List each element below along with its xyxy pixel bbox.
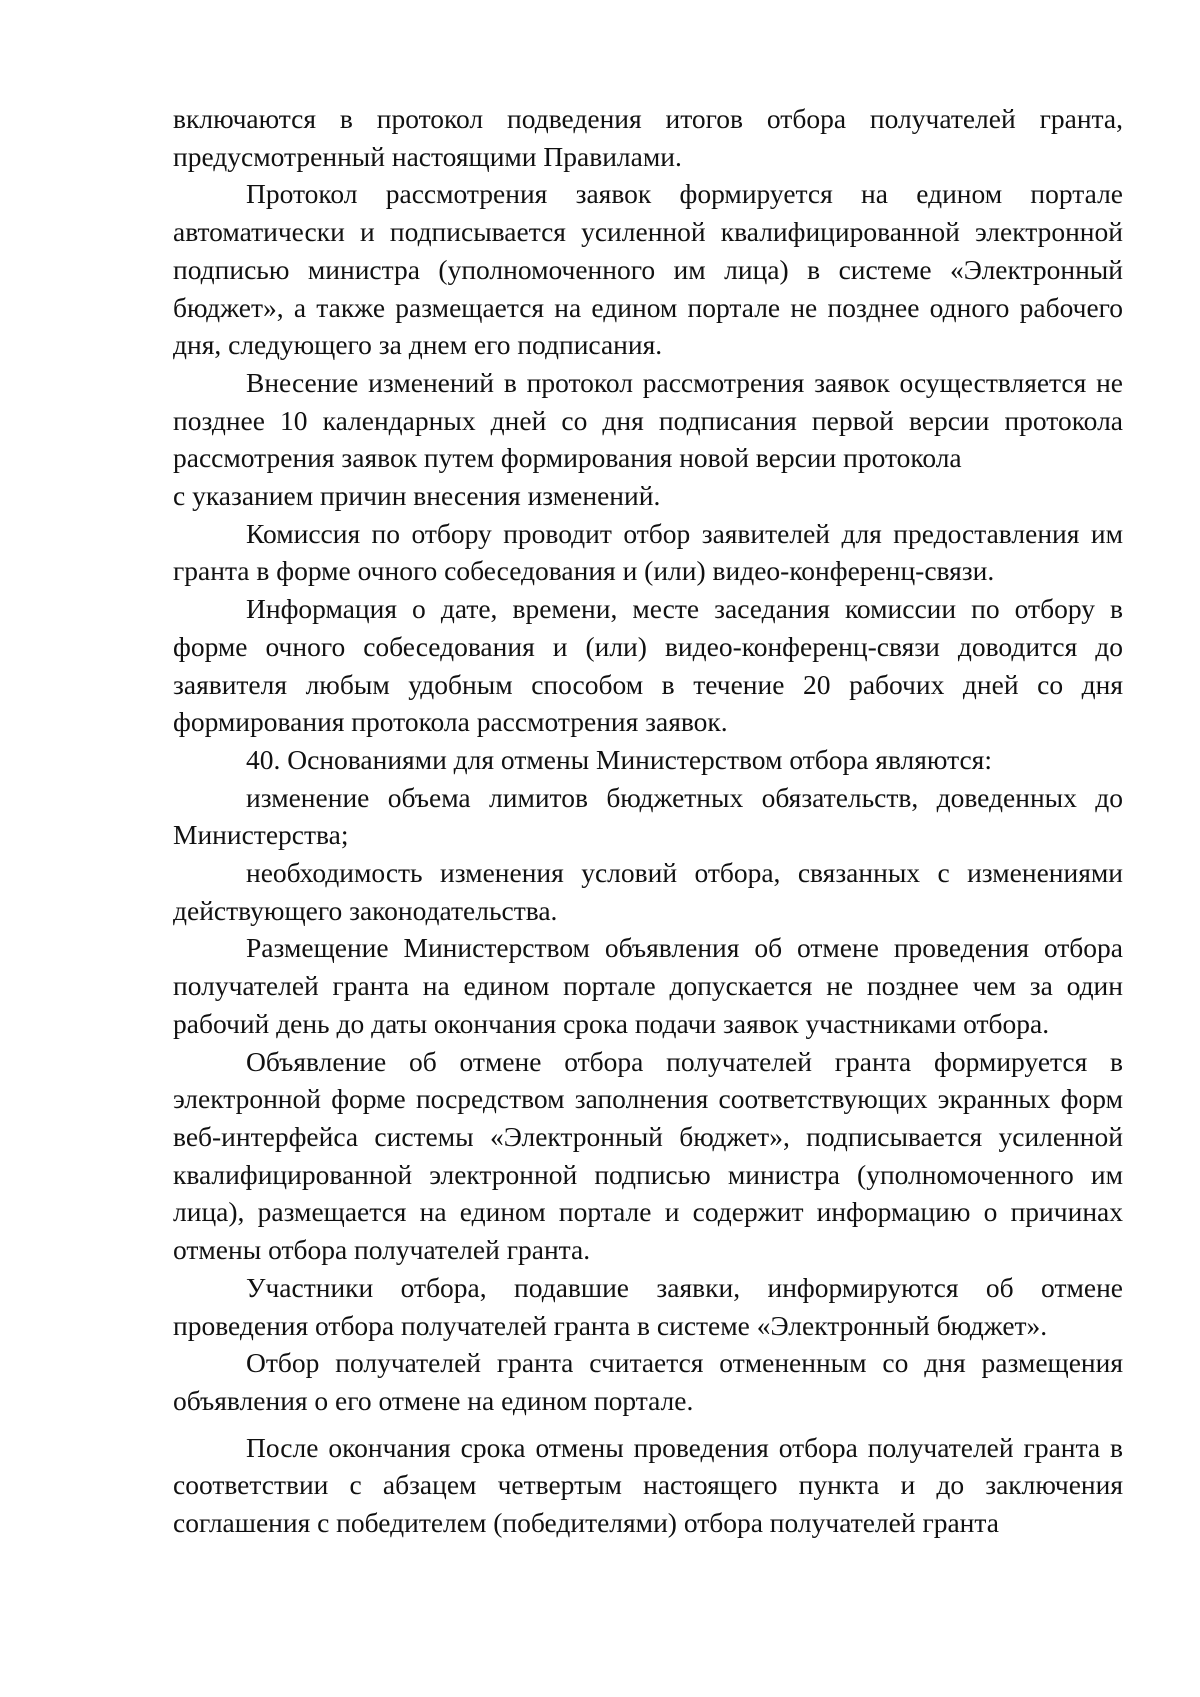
paragraph-8: изменение объема лимитов бюджетных обязательств, доведенных до Министерства; [173,781,1123,851]
paragraph-14: После окончания срока отмены проведения отбора получателей гранта в соответствии с абзацем четвертым настоящего пункта и до заключения соглашения с победителем (победителями) отбора получателей гранта [173,1431,1123,1539]
paragraph-3: Внесение изменений в протокол рассмотрения заявок осуществляется не позднее 10 календарных дней со дня подписания первой версии протокола рассмотрения заявок путем формирования новой версии протокола [173,366,1123,474]
paragraph-6: Информация о дате, времени, месте заседания комиссии по отбору в форме очного собеседования и (или) видео-конференц-связи доводится до заявителя любым удобным способом в течение 20 рабочих дней со дня формирования протокола рассмотрения заявок. [173,593,1123,738]
paragraph-12: Участники отбора, подавшие заявки, информируются об отмене проведения отбора получателей гранта в системе «Электронный бюджет». [173,1271,1123,1341]
paragraph-5: Комиссия по отбору проводит отбор заявителей для предоставления им гранта в форме очного собеседования и (или) видео-конференц-связи. [173,517,1123,587]
paragraph-4: с указанием причин внесения изменений. [173,480,661,512]
paragraph-10: Размещение Министерством объявления об отмене проведения отбора получателей гранта на едином портале допускается не позднее чем за один рабочий день до даты окончания срока подачи заявок участниками отбора. [173,932,1123,1039]
document-page [173,100,1123,1542]
paragraph-9: необходимость изменения условий отбора, связанных с изменениями действующего законодательства. [173,857,1123,926]
paragraph-11: Объявление об отмене отбора получателей гранта формируется в электронной форме посредством заполнения соответствующих экранных форм веб-интерфейса системы «Электронный бюджет», подписывается усиленной квалифицированной электронной подписью министра (уполномоченного им лица), размещается на едином портале и содержит информацию о причинах отмены отбора получателей гранта. [173,1045,1123,1266]
paragraph-13: Отбор получателей гранта считается отмененным со дня размещения объявления о его отмене на едином портале. [173,1347,1123,1416]
paragraph-7: 40. Основаниями для отмены Министерством отбора являются: [246,743,992,775]
paragraph-1: включаются в протокол подведения итогов отбора получателей гранта, предусмотренный настоящими Правилами. [173,103,1123,172]
paragraph-2: Протокол рассмотрения заявок формируется на едином портале автоматически и подписывается усиленной квалифицированной электронной подписью министра (уполномоченного им лица) в системе «Электронный бюджет», а также размещается на едином портале не позднее одного рабочего дня, следующего за днем его подписания. [173,178,1123,361]
